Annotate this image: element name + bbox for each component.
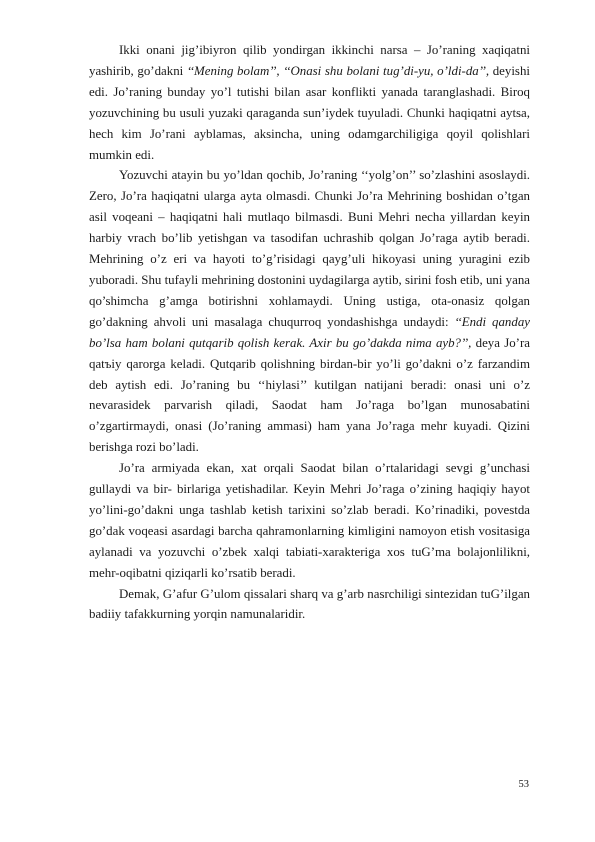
italic-quote: ‘‘Endi qanday bo’lsa ham bolani qutqarib qolish kerak. Axir bu go’dakda nima ayb?’’, [89,314,530,350]
paragraph [89,40,530,165]
paragraph [89,165,530,458]
text-run: deyishi edi. Jo’raning bunday yo’l tutishi bilan asar konflikti yanada taranglashadi. Biroq yozuvchining bu usuli yuzaki qaraganda sun’iydek tuyuladi. Chunki haqiqatni aytsa, hech kim Jo’rani ayblamas, aksincha, uning odamgarchiligiga qoyil qolishlari mumkin edi. [89,63,530,162]
text-run: deya Jo’ra qatъiy qarorga keladi. Qutqarib qolishning birdan-bir yo’li go’dakni o’z farzandim deb aytish edi. Jo’raning bu ‘‘hiylasi’’ kutilgan natijani beradi: onasi uni o’z nevarasidek parvarish qiladi, Saodat ham Jo’raga bo’lgan munosabatini o’zgartirmaydi, onasi (Jo’raning ammasi) ham yana Jo’raga mehr kuyadi. Qizini berishga rozi bo’ladi. [89,335,530,455]
paragraph [89,584,530,626]
text-run: Demak, G’afur G’ulom qissalari sharq va g’arb nasrchiligi sintezidan tuG’ilgan badiiy tafakkurning yorqin namunalaridir. [89,586,530,622]
text-run: Ikki onani jig’ibiyron qilib yondirgan ikkinchi narsa – Jo’raning xaqiqatni yashirib, go’dakni [89,43,530,78]
italic-quote: ‘‘Mening bolam’’, ‘‘Onasi shu bolani tug’di-yu, o’ldi-da’’, [186,63,490,78]
page-number: 53 [518,779,529,790]
text-run: Jo’ra armiyada ekan, xat orqali Saodat bilan o’rtalaridagi sevgi g’unchasi gullaydi va bir- birlariga yetishadilar. Keyin Mehri Jo’raga o’zining haqiqiy hayot yo’lini-go’dakni unga tashlab ketish tarixini so’zlab beradi. Ko’rinadiki, povestda go’dak voqeasi asardagi barcha qahramonlarning kimligini namoyon etish vositasiga aylanadi va yozuvchi o’zbek xalqi tabiati-xarakteriga xos tuG’ma bolajonlilikni, mehr-oqibatni qiziqarli ko’rsatib beradi. [89,461,530,580]
paragraph [89,458,530,583]
text-run: Yozuvchi atayin bu yo’ldan qochib, Jo’raning ‘‘yolg’on’’ so’zlashini asoslaydi. Zero, Jo’ra haqiqatni ularga ayta olmasdi. Chunki Jo’ra Mehrining boshidan o’tgan asil voqeani – haqiqatni hali mutlaqo bilmasdi. Buni Mehri necha yillardan keyin harbiy vrach bo’lib yetishgan va tasodifan uchrashib qolgan Jo’raga aytib beradi. Mehrining o’z eri va hayoti to’g’risidagi qayg’uli hikoyasi uning yuragini ezib yuboradi. Shu tufayli mehrining dostonini uydagilarga aytib, sirini fosh etib, uni yana qo’shimcha g’amga botirishni xohlamaydi. Uning ustiga, ota-onasiz qolgan go’dakning ahvoli uni masalaga chuqurroq yondashishga undaydi: [89,168,530,329]
document-page [89,40,530,625]
